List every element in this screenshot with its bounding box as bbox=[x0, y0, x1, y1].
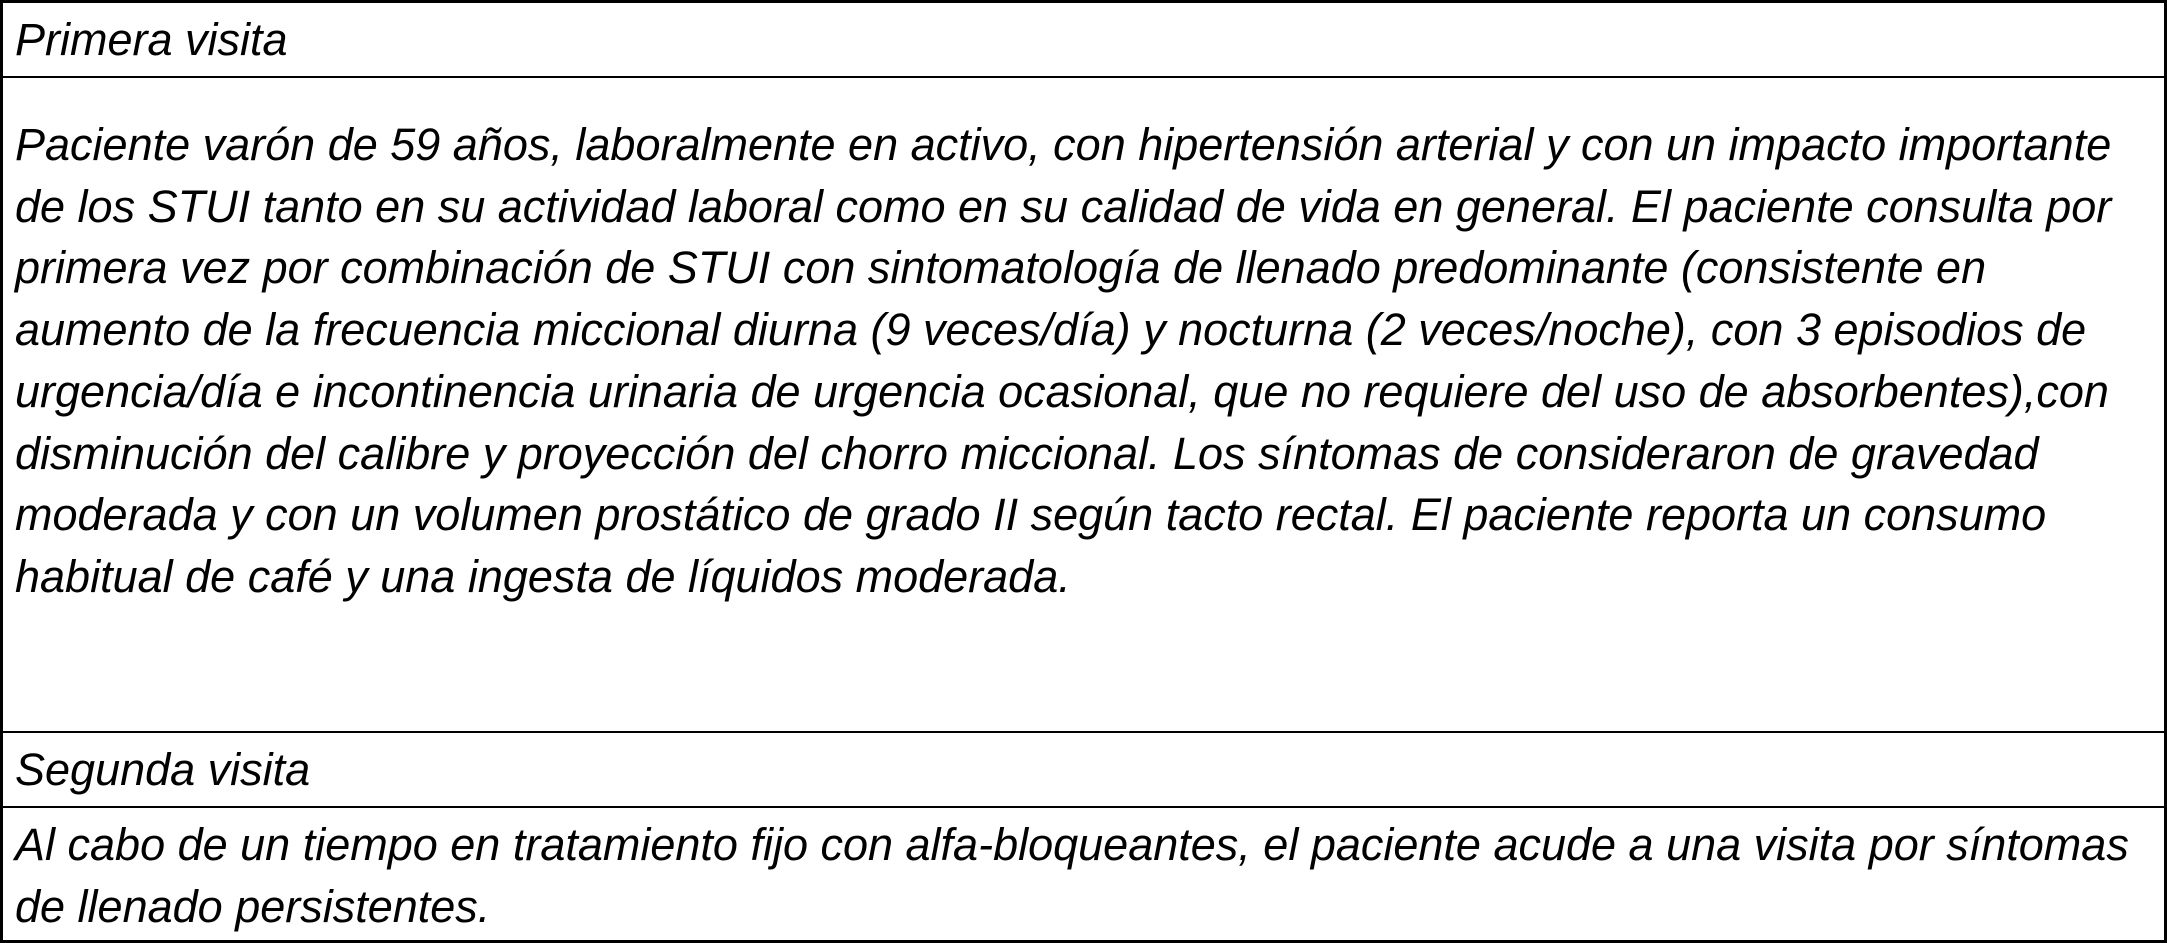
second-visit-heading: Segunda visita bbox=[15, 744, 311, 795]
section-body-second-visit bbox=[3, 806, 2164, 940]
first-visit-heading: Primera visita bbox=[15, 14, 288, 65]
section-heading-second-visit bbox=[3, 731, 2164, 806]
first-visit-text: Paciente varón de 59 años, laboralmente en activo, con hipertensión arterial y con un impacto importante de los STUI tanto en su actividad laboral como en su calidad de vida en general. El paciente consulta por primera vez por combinación de STUI con sintomatología de llenado predominante (consistente en aumento de la frecuencia miccional diurna (9 veces/día) y nocturna (2 veces/noche), con 3 episodios de urgencia/día e incontinencia urinaria de urgencia ocasional, que no requiere del uso de absorbentes),con disminución del calibre y proyección del chorro miccional. Los síntomas de consideraron de gravedad moderada y con un volumen prostático de grado II según tacto rectal. El paciente reporta un consumo habitual de café y una ingesta de líquidos moderada. bbox=[15, 119, 2124, 602]
section-body-first-visit bbox=[3, 76, 2164, 731]
section-heading-first-visit bbox=[3, 3, 2164, 76]
second-visit-text: Al cabo de un tiempo en tratamiento fijo con alfa-bloqueantes, el paciente acude a una visita por síntomas de llenado persistentes. bbox=[15, 819, 2142, 932]
